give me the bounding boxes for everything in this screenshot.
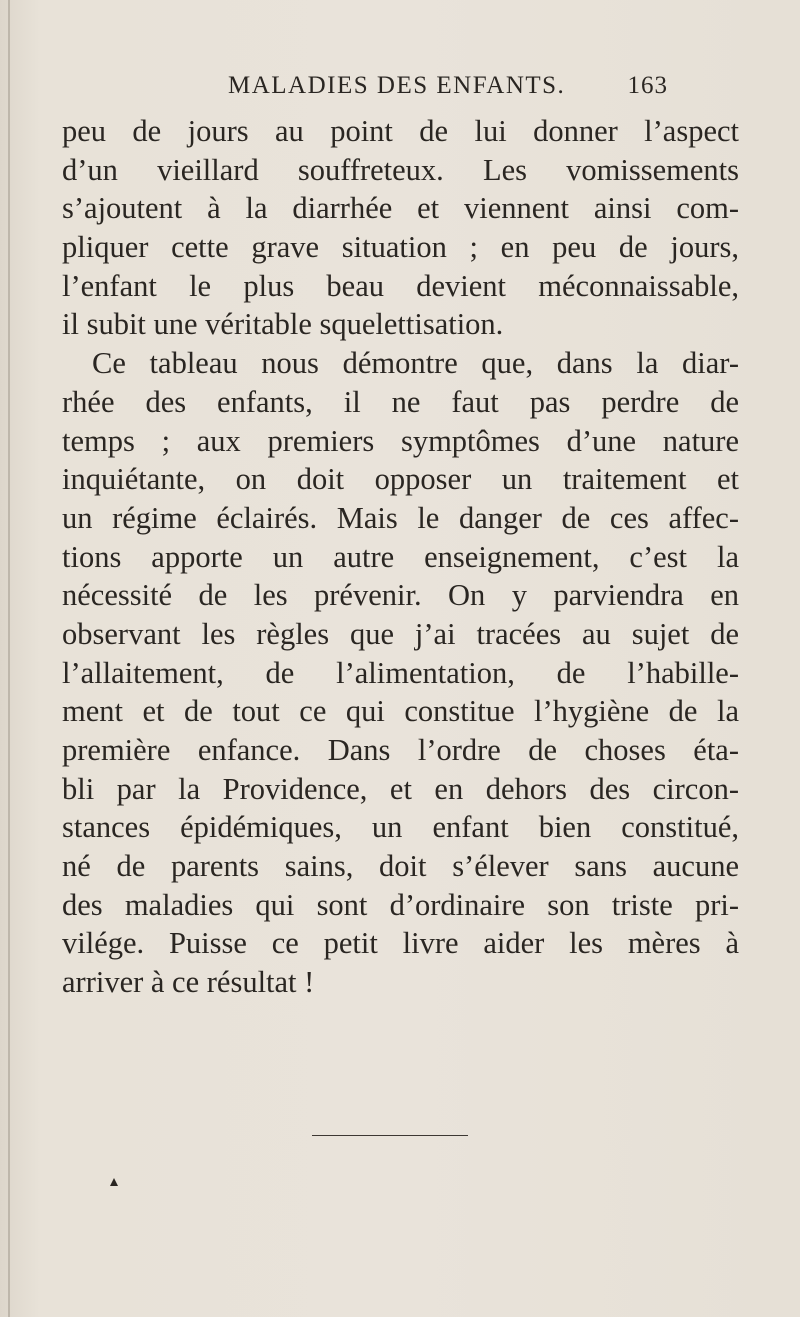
text-line: arriver à ce résultat !: [62, 965, 315, 1000]
text-line: première enfance. Dans l’ordre de choses éta-: [62, 733, 739, 767]
text-line: l’enfant le plus beau devient méconnaissable,: [62, 268, 739, 303]
body-text: [62, 112, 739, 1002]
text-line: nécessité de les prévenir. On y parviendra en: [62, 578, 739, 613]
text-line: né de parents sains, doit s’élever sans aucune: [62, 849, 739, 884]
running-title: MALADIES DES ENFANTS.: [228, 72, 566, 99]
text-line: temps ; aux premiers symptômes d’une nature: [62, 423, 739, 458]
text-line: ment et de tout ce qui constitue l’hygiène de la: [62, 694, 739, 729]
text-line: observant les règles que j’ai tracées au sujet de: [62, 616, 739, 651]
text-line: l’allaitement, de l’alimentation, de l’habille-: [62, 655, 739, 690]
text-line: tions apporte un autre enseignement, c’est la: [62, 539, 739, 574]
running-header: [228, 66, 668, 106]
text-line: Ce tableau nous démontre que, dans la diar-: [92, 346, 739, 381]
text-line: peu de jours au point de lui donner l’aspect: [62, 114, 739, 148]
text-line: un régime éclairés. Mais le danger de ces affec-: [62, 500, 739, 535]
text-line: il subit une véritable squelettisation.: [62, 307, 504, 342]
text-line: d’un vieillard souffreteux. Les vomissements: [62, 152, 739, 187]
page-number: 163: [627, 72, 668, 99]
text-line: rhée des enfants, il ne faut pas perdre de: [62, 384, 739, 419]
section-end-rule: [312, 1135, 468, 1136]
page-edge-shadow: [8, 0, 10, 1317]
text-line: inquiétante, on doit opposer un traitement et: [62, 462, 739, 497]
text-line: des maladies qui sont d’ordinaire son triste pri-: [62, 887, 739, 922]
printer-mark-icon: [110, 1178, 118, 1186]
text-line: stances épidémiques, un enfant bien constitué,: [62, 810, 739, 845]
text-line: bli par la Providence, et en dehors des circon-: [62, 771, 739, 806]
text-line: pliquer cette grave situation ; en peu de jours,: [62, 230, 739, 265]
text-line: s’ajoutent à la diarrhée et viennent ainsi com-: [62, 191, 739, 226]
text-line: vilége. Puisse ce petit livre aider les mères à: [62, 926, 739, 961]
